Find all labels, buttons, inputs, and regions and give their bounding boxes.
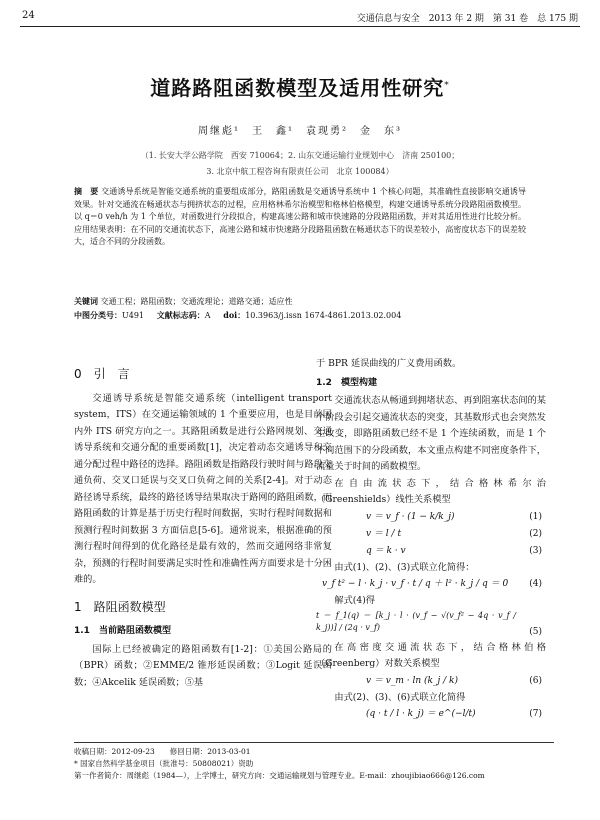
combine-text-2: 由式(2)、(3)、(6)式联立化简得 — [334, 691, 466, 703]
paper-title — [0, 72, 600, 101]
keywords — [74, 296, 526, 307]
greenshields-intro: 在自由流状态下，结合格林希尔治（Greenshields）线性关系模型 — [316, 477, 546, 505]
doi-value: 10.3963/j.issn 1674-4861.2013.02.004 — [245, 311, 402, 320]
continued-paragraph: 于 BPR 延误曲线的广义费用函数。 — [316, 358, 462, 369]
solve-text: 解式(4)得 — [334, 595, 375, 606]
page-number: 24 — [22, 10, 35, 21]
equation-5: t ＝ f_1(q) ＝ [k_j · l · (v_f − √(v_f² − 4q · v_f / k_j))] / (2q · v_f) (5) — [316, 610, 542, 637]
combine-text-1: 由式(1)、(2)、(3)式联立化简得： — [334, 561, 475, 573]
footnotes — [74, 742, 554, 782]
author-list: 周继彪¹ 王 鑫¹ 袁现勇² 金 东³ — [197, 126, 403, 137]
received-date: 收稿日期：2012-09-23 修回日期：2013-03-01 — [74, 747, 251, 756]
equation-1: v ＝ v_f · (1 − k/k_j) (1) — [366, 511, 542, 522]
affiliation-line-1: （1. 长安大学公路学院 西安 710064；2. 山东交通运输行业规划中心 济南 250100； — [140, 151, 460, 160]
doc-label: 文献标志码： — [156, 310, 205, 320]
right-column — [316, 356, 546, 723]
doc-value: A — [204, 311, 211, 320]
title-mark: * — [444, 80, 450, 91]
intro-paragraph: 交通诱导系统是智能交通系统（intelligent transport system，ITS）在交通运输领域的 1 个重要应用，也是目前国内外 ITS 研究方向之一。其路阻函数是进行公路网规划、交通诱导系统和交通分配的重要函数[1]，决定着动态交通诱导和交通分配过程中路径的选择。路阻函数是指路段行驶时间与路段交通负荷、交叉口延误与交叉口负荷之间的关系[2-4]。对于动态路径诱导系统，最终的路径诱导结果取决于路网的路阻函数，而路阻函数的计算是基于历史行程时间数据，实时行程时间数据和预测行程时间数据 3 方面信息[5-6]。通常说来，根据准确的预测行程时间得到的优化路径是最有效的，然而交通网络非常复杂，预测的行程时间要满足实时性和准确性两方面要求是十分困难的。 — [74, 392, 332, 585]
subsection-1-1-heading: 1.1 当前路阻函数模型 — [74, 626, 171, 636]
keywords-text: 交通工程；路阻函数；交通流理论；道路交通；适应性 — [100, 297, 293, 306]
journal-info: 交通信息与安全 2013 年 2 期 第 31 卷 总 175 期 — [356, 14, 578, 24]
equation-7: (q · t / l · k_j) ＝ e^(−l/t) (7) — [366, 709, 542, 719]
equation-3: q ＝ k · v (3) — [366, 545, 542, 556]
clc-value: U491 — [122, 311, 145, 320]
greenberg-intro: 在高密度交通流状态下，结合格林伯格（Greenberg）对数关系模型 — [316, 641, 546, 669]
equation-6: v ＝ v_m · ln (k_j / k) (6) — [366, 675, 542, 686]
equation-4: v_f t² − l · k_j · v_f · t / q ＋ l² · k_j / q ＝ 0 (4) — [322, 579, 542, 589]
abstract-text: 交通诱导系统是智能交通系统的重要组成部分，路阻函数是交通诱导系统中 1 个核心问题，其准确性直接影响交通诱导效果。针对交通流在畅通状态与拥挤状态的过程，应用格林希尔治模型和格林伯格模型，构建交通诱导系统分段路阻函数模型。以 q＝0 veh/h 为 1 个单位，对函数进行分段拟合，构建高速公路和城市快速路的分段路阻函数，并对其适用性进行比较分析。应用结果表明：在不同的交通流状态下，高速公路和城市快速路分段路阻函数在畅通状态下的误差较小，高密度状态下的误差较大，适合不同的分段函数。 — [74, 187, 527, 246]
abstract-label: 摘 要 — [74, 187, 99, 196]
left-column — [74, 356, 332, 691]
subsection-1-2-heading: 1.2 模型构建 — [316, 377, 377, 388]
clc-label: 中图分类号： — [74, 310, 122, 320]
doi-label: doi： — [223, 310, 246, 320]
section-1-heading: 1 路阻函数模型 — [74, 599, 166, 614]
subsection-1-2-paragraph: 交通流状态从畅通到拥堵状态、再到阻塞状态间的某个阶段会引起交通流状态的突变，其基数形式也会突然发生改变，即路阻函数已经不是 1 个连续函数，而是 1 个不同范围下的分段函数，本文重点构建不同密度条件下，流量关于时间的函数模型。 — [316, 395, 546, 472]
author-bio: 第一作者简介：周继彪（1984—），上学博士，研究方向：交通运输规划与管理专业。E-mail：zhoujibiao666@126.com — [74, 771, 485, 780]
funding-note: * 国家自然科学基金项目（批准号：50808021）资助 — [74, 759, 254, 768]
equation-2: v ＝ l / t (2) — [366, 528, 542, 539]
affiliation-line-2: 3. 北京中航工程咨询有限责任公司 北京 100084） — [206, 167, 394, 176]
classification-line — [74, 310, 526, 321]
keywords-label: 关键词 — [74, 296, 98, 306]
abstract — [74, 186, 526, 249]
intro-heading: 0 引 言 — [74, 367, 130, 381]
running-header — [20, 6, 580, 27]
title-text: 道路路阻函数模型及适用性研究 — [150, 76, 445, 100]
subsection-1-1-paragraph: 国际上已经被确定的路阻函数有[1-2]：①美国公路局的（BPR）函数；②EMME/2 锥形延误函数；③Logit 延误函数；④Akcelik 延误函数；⑤基 — [74, 643, 332, 688]
